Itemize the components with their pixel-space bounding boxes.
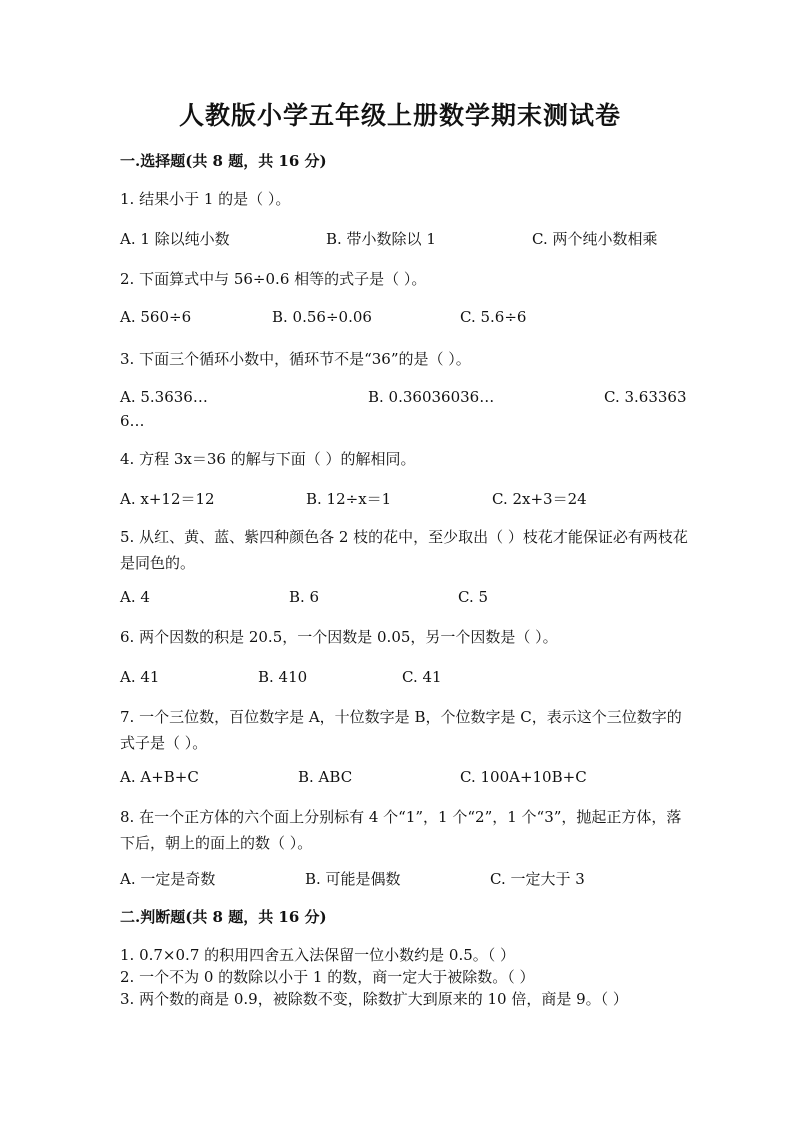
q8-option-a: A. 一定是奇数 [120, 870, 216, 888]
q5-option-c: C. 5 [458, 588, 489, 606]
q3-option-c-continued: 6… [120, 412, 145, 430]
question-6: 6. 两个因数的积是 20.5，一个因数是 0.05，另一个因数是（ ）。 [120, 628, 558, 646]
q3-option-c: C. 3.63363 [604, 388, 687, 406]
q4-option-b: B. 12÷x＝1 [306, 490, 392, 508]
section-heading-judgement: 二.判断题(共 8 题，共 16 分) [120, 908, 327, 926]
q2-option-a: A. 560÷6 [120, 308, 192, 326]
q5-option-a: A. 4 [120, 588, 150, 606]
judgement-item-1: 1. 0.7×0.7 的积用四舍五入法保留一位小数约是 0.5。（ ） [120, 946, 516, 964]
q3-option-a: A. 5.3636… [120, 388, 208, 406]
q2-option-b: B. 0.56÷0.06 [272, 308, 372, 326]
q4-option-c: C. 2x+3＝24 [492, 490, 587, 508]
question-5: 5. 从红、黄、蓝、紫四种颜色各 2 枝的花中，至少取出（ ）枝花才能保证必有两枝花是同色的。 [120, 528, 688, 572]
q7-option-a: A. A+B+C [120, 768, 199, 786]
q7-option-c: C. 100A+10B+C [460, 768, 587, 786]
judgement-item-2: 2. 一个不为 0 的数除以小于 1 的数，商一定大于被除数。（ ） [120, 968, 535, 986]
q8-option-c: C. 一定大于 3 [490, 870, 585, 888]
q5-option-b: B. 6 [289, 588, 320, 606]
q7-option-b: B. ABC [298, 768, 353, 786]
question-4: 4. 方程 3x＝36 的解与下面（ ）的解相同。 [120, 450, 416, 468]
page-title: 人教版小学五年级上册数学期末测试卷 [178, 101, 621, 130]
question-2: 2. 下面算式中与 56÷0.6 相等的式子是（ ）。 [120, 270, 427, 288]
q6-option-c: C. 41 [402, 668, 442, 686]
question-7: 7. 一个三位数，百位数字是 A，十位数字是 B，个位数字是 C，表示这个三位数字的式子是（ ）。 [120, 708, 682, 752]
question-1: 1. 结果小于 1 的是（ ）。 [120, 190, 291, 208]
q1-option-a: A. 1 除以纯小数 [120, 230, 230, 248]
q3-option-b: B. 0.36036036… [368, 388, 495, 406]
judgement-item-3: 3. 两个数的商是 0.9，被除数不变，除数扩大到原来的 10 倍，商是 9。（ ） [120, 990, 628, 1008]
q2-option-c: C. 5.6÷6 [460, 308, 527, 326]
question-8: 8. 在一个正方体的六个面上分别标有 4 个“1”，1 个“2”，1 个“3”，抛起正方体，落下后，朝上的面上的数（ ）。 [120, 808, 682, 852]
q8-option-b: B. 可能是偶数 [305, 870, 401, 888]
q6-option-a: A. 41 [120, 668, 160, 686]
q4-option-a: A. x+12＝12 [120, 490, 215, 508]
question-3: 3. 下面三个循环小数中，循环节不是“36”的是（ ）。 [120, 350, 471, 368]
q1-option-b: B. 带小数除以 1 [326, 230, 436, 248]
q6-option-b: B. 410 [258, 668, 308, 686]
q1-option-c: C. 两个纯小数相乘 [532, 230, 658, 248]
section-heading-choice: 一.选择题(共 8 题，共 16 分) [120, 152, 327, 170]
